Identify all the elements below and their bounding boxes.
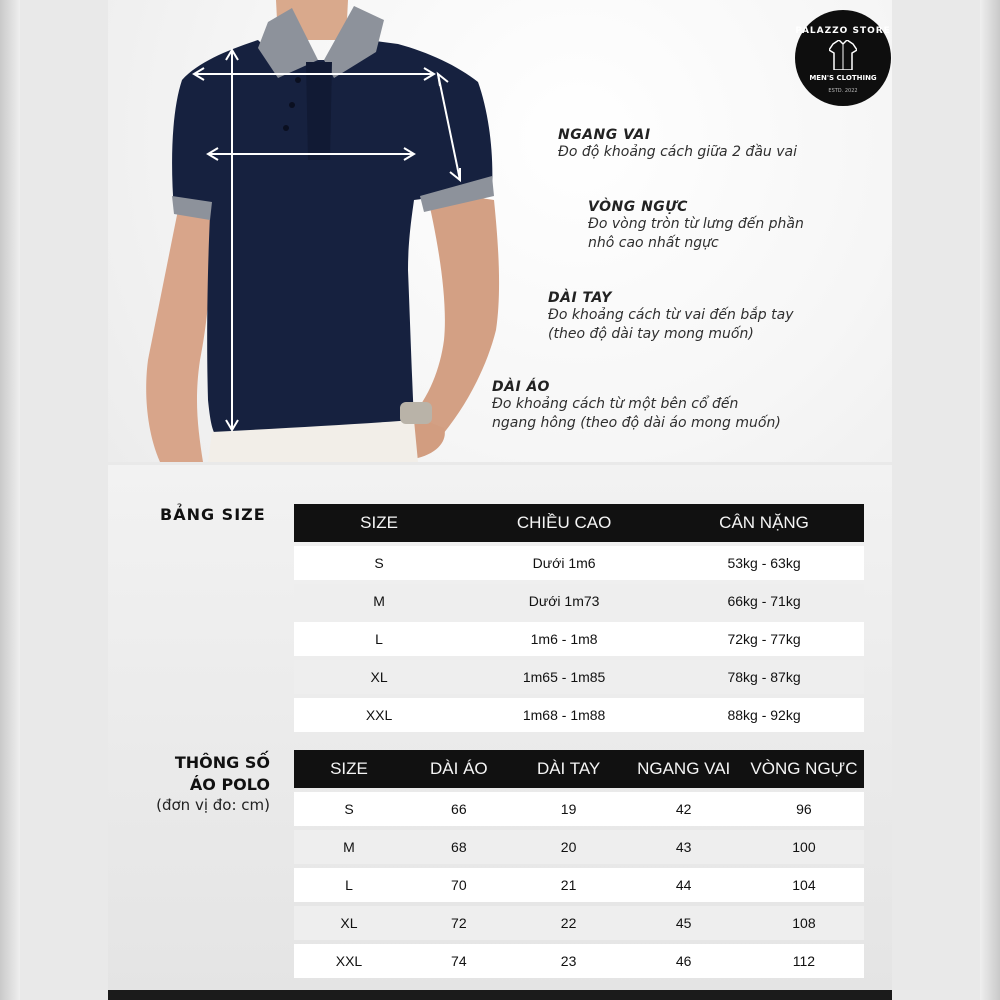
logo-store-name: PALAZZO STORE: [795, 26, 891, 36]
spec-header-cell: NGANG VAI: [623, 750, 743, 788]
size-header-cell: CÂN NẶNG: [664, 504, 864, 542]
spec-cell: 22: [514, 906, 624, 940]
measure-dai-ao: [492, 379, 781, 433]
table-row: [294, 792, 864, 826]
measure-title: DÀI ÁO: [492, 379, 550, 395]
measure-desc-line: (theo độ dài tay mong muốn): [548, 326, 754, 342]
spec-cell: 112: [744, 944, 864, 978]
size-table-header-row: [294, 504, 864, 542]
spec-header-cell: DÀI TAY: [514, 750, 624, 788]
spec-cell: 72: [404, 906, 514, 940]
table-row: [294, 698, 864, 732]
table-row: [294, 944, 864, 978]
shirt-icon: [829, 40, 857, 70]
table-row: [294, 906, 864, 940]
spec-cell: L: [294, 868, 404, 902]
size-table: [294, 500, 864, 736]
table-row: [294, 830, 864, 864]
weight-cell: 53kg - 63kg: [664, 546, 864, 580]
measure-desc-line: Đo khoảng cách từ một bên cổ đến: [492, 396, 739, 412]
left-arm-shape: [146, 210, 212, 462]
spec-cell: 21: [514, 868, 624, 902]
spec-unit-label: (đơn vị đo: cm): [156, 796, 270, 814]
spec-label-line2: ÁO POLO: [189, 775, 270, 794]
weight-cell: 66kg - 71kg: [664, 584, 864, 618]
spec-cell: 100: [744, 830, 864, 864]
size-cell: M: [294, 584, 464, 618]
size-cell: XL: [294, 660, 464, 694]
spec-header-cell: VÒNG NGỰC: [744, 750, 864, 788]
spec-cell: XL: [294, 906, 404, 940]
size-header-cell: CHIỀU CAO: [464, 504, 664, 542]
spec-table-header-row: [294, 750, 864, 788]
spec-cell: 42: [623, 792, 743, 826]
spec-cell: 46: [623, 944, 743, 978]
spec-cell: 96: [744, 792, 864, 826]
height-cell: 1m65 - 1m85: [464, 660, 664, 694]
measure-desc: Đo độ khoảng cách giữa 2 đầu vai: [558, 144, 797, 160]
measure-vong-nguc: [588, 199, 804, 253]
spec-cell: 23: [514, 944, 624, 978]
spec-cell: 43: [623, 830, 743, 864]
measure-desc-line: nhô cao nhất ngực: [588, 235, 719, 251]
spec-cell: XXL: [294, 944, 404, 978]
measure-dai-tay: [548, 290, 794, 344]
spec-header-cell: DÀI ÁO: [404, 750, 514, 788]
store-logo: [795, 10, 891, 106]
spec-cell: 20: [514, 830, 624, 864]
height-cell: Dưới 1m6: [464, 546, 664, 580]
table-row: [294, 868, 864, 902]
table-row: [294, 546, 864, 580]
spec-cell: 68: [404, 830, 514, 864]
logo-tagline: MEN'S CLOTHING: [809, 74, 877, 82]
spec-label-line1: THÔNG SỐ: [174, 753, 270, 772]
spec-table-label: [130, 752, 270, 796]
spec-cell: M: [294, 830, 404, 864]
table-row: [294, 660, 864, 694]
measure-ngang-vai: [558, 127, 797, 162]
placket-shape: [306, 62, 332, 160]
spec-cell: 70: [404, 868, 514, 902]
height-cell: Dưới 1m73: [464, 584, 664, 618]
height-cell: 1m6 - 1m8: [464, 622, 664, 656]
spec-cell: 19: [514, 792, 624, 826]
logo-estd: ESTD. 2022: [828, 88, 858, 94]
measure-desc-line: Đo vòng tròn từ lưng đến phần: [588, 216, 804, 232]
bottom-border: [108, 990, 892, 1000]
spec-table: [294, 746, 864, 982]
spec-header-cell: SIZE: [294, 750, 404, 788]
size-cell: XXL: [294, 698, 464, 732]
spec-cell: 74: [404, 944, 514, 978]
spec-cell: 108: [744, 906, 864, 940]
size-cell: S: [294, 546, 464, 580]
size-cell: L: [294, 622, 464, 656]
measure-desc-line: ngang hông (theo độ dài áo mong muốn): [492, 415, 781, 431]
spec-cell: 45: [623, 906, 743, 940]
watch-shape: [400, 402, 432, 424]
spec-cell: S: [294, 792, 404, 826]
weight-cell: 72kg - 77kg: [664, 622, 864, 656]
measure-desc-line: Đo khoảng cách từ vai đến bắp tay: [548, 307, 794, 323]
table-row: [294, 622, 864, 656]
measure-title: DÀI TAY: [548, 290, 612, 306]
size-header-cell: SIZE: [294, 504, 464, 542]
size-table-label: BẢNG SIZE: [160, 505, 266, 524]
spec-cell: 66: [404, 792, 514, 826]
measure-title: NGANG VAI: [558, 127, 651, 143]
measure-title: VÒNG NGỰC: [588, 199, 688, 215]
spec-cell: 104: [744, 868, 864, 902]
table-row: [294, 584, 864, 618]
spec-cell: 44: [623, 868, 743, 902]
weight-cell: 78kg - 87kg: [664, 660, 864, 694]
height-cell: 1m68 - 1m88: [464, 698, 664, 732]
weight-cell: 88kg - 92kg: [664, 698, 864, 732]
